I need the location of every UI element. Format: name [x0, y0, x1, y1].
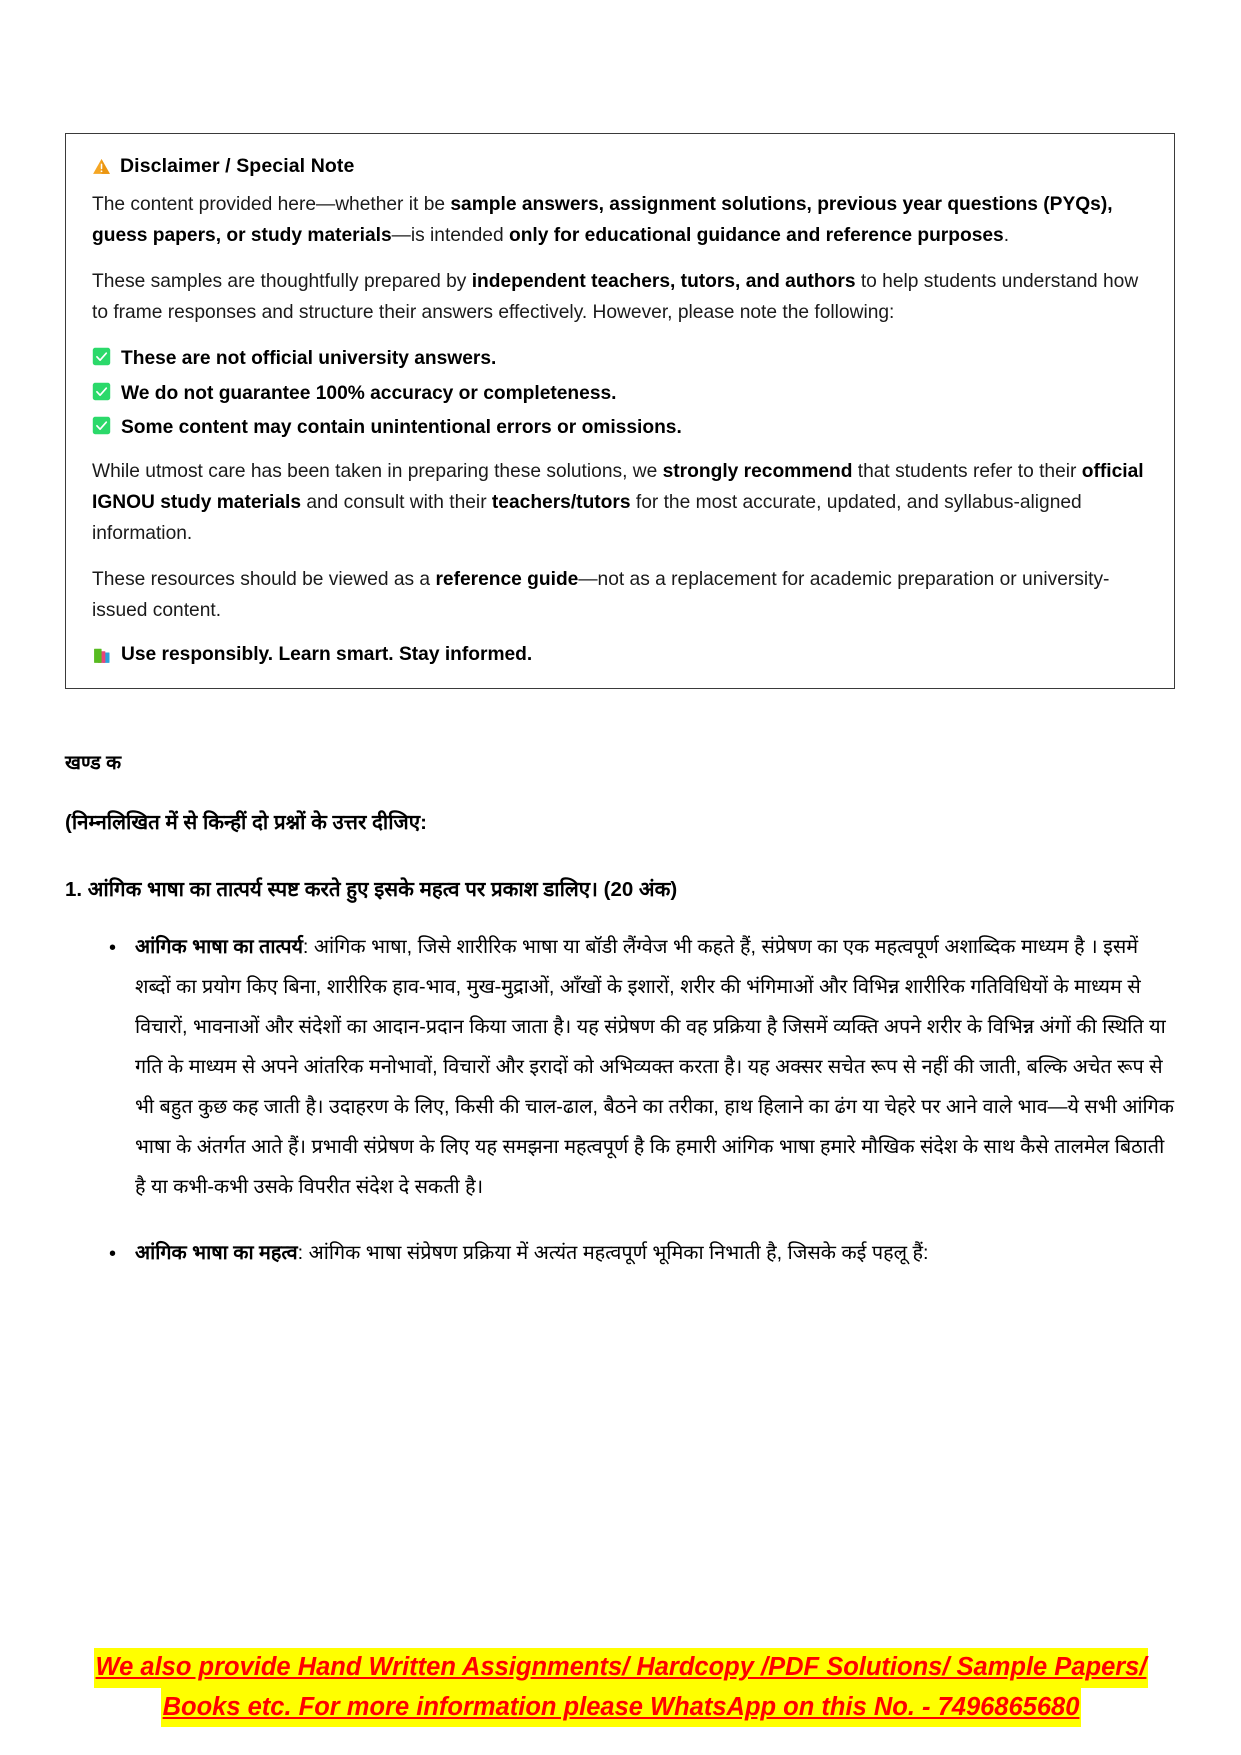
para3-part4: for the most accurate, updated, and syllabus-aligned information.	[92, 492, 1082, 545]
para4-bold1: reference guide	[435, 568, 579, 590]
list-item	[92, 414, 1148, 442]
disclaimer-checklist	[92, 345, 1148, 443]
bullet-0-label: आंगिक भाषा का तात्पर्य	[135, 936, 303, 958]
para1-part1: The content provided here—whether it be	[92, 194, 451, 216]
para1-bold2: only for educational guidance and reference purposes	[508, 225, 1004, 247]
disclaimer-paragraph-3	[92, 456, 1148, 549]
list-item	[92, 380, 1148, 408]
para2-part1: These samples are thoughtfully prepared by	[92, 270, 472, 292]
para3-part2: that students refer to their	[852, 461, 1082, 483]
bullet-1-label: आंगिक भाषा का महत्व	[135, 1241, 298, 1264]
list-item	[65, 928, 1175, 1208]
bullet-1-separator: :	[297, 1241, 309, 1264]
disclaimer-box	[65, 133, 1175, 689]
disclaimer-paragraph-2	[92, 266, 1148, 328]
para3-part1: While utmost care has been taken in preparing these solutions, we	[92, 461, 663, 483]
promo-line-2-wrap	[62, 1688, 1180, 1728]
para2-bold1: independent teachers, tutors, and authors	[471, 270, 856, 292]
para4-part1: These resources should be viewed as a	[92, 568, 436, 590]
disclaimer-title-text: Disclaimer / Special Note	[120, 155, 355, 177]
checklist-text: Some content may contain unintentional errors or omissions.	[121, 417, 682, 439]
question-1-text: 1. आंगिक भाषा का तात्पर्य स्पष्ट करते हुए इसके महत्व पर प्रकाश डालिए। (20 अंक)	[65, 878, 678, 901]
bullet-0-body: आंगिक भाषा, जिसे शारीरिक भाषा या बॉडी लैंग्वेज भी कहते हैं, संप्रेषण का एक महत्वपूर्ण अशाब्दिक माध्यम है । इसमें शब्दों का प्रयोग किए बिना, शारीरिक हाव-भाव, मुख-मुद्राओं, आँखों के इशारों, शरीर की भंगिमाओं और विभिन्न शारीरिक गतिविधियों के माध्यम से विचारों, भावनाओं और संदेशों का आदान-प्रदान किया जाता है। यह संप्रेषण की वह प्रक्रिया है जिसमें व्यक्ति अपने शरीर के विभिन्न अंगों की स्थिति या गति के माध्यम से अपने आंतरिक मनोभावों, विचारों और इरादों को अभिव्यक्त करता है। यह अक्सर सचेत रूप से नहीं की जाती, बल्कि अचेत रूप से भी बहुत कुछ कह जाती है। उदाहरण के लिए, किसी की चाल-ढाल, बैठने का तरीका, हाथ हिलाने का ढंग या चेहरे पर आने वाले भाव—ये सभी आंगिक भाषा के अंतर्गत आते हैं। प्रभावी संप्रेषण के लिए यह समझना महत्वपूर्ण है कि हमारी आंगिक भाषा हमारे मौखिक संदेश के साथ कैसे तालमेल बिठाती है या कभी-कभी उसके विपरीत संदेश दे सकती है।	[135, 936, 1174, 1198]
disclaimer-paragraph-1	[92, 189, 1148, 251]
para3-bold1: strongly recommend	[662, 461, 853, 483]
list-item	[92, 345, 1148, 373]
para1-bold1: sample answers, assignment solutions, previous year questions (PYQs), guess papers, or study materials	[92, 194, 1113, 247]
disclaimer-final-note	[92, 644, 1148, 666]
promo-line-1-wrap	[62, 1648, 1180, 1688]
para3-bold3: teachers/tutors	[491, 492, 631, 514]
check-box-icon	[92, 347, 111, 366]
promo-footer-banner	[62, 1648, 1180, 1727]
para3-bold2: official IGNOU study materials	[92, 461, 1144, 514]
para3-part3: and consult with their	[301, 492, 492, 514]
para1-part2: —is intended	[391, 225, 509, 247]
bullet-1-body: आंगिक भाषा संप्रेषण प्रक्रिया में अत्यंत महत्वपूर्ण भूमिका निभाती है, जिसके कई पहलू हैं:	[308, 1241, 929, 1264]
disclaimer-title-row	[92, 154, 1148, 179]
para4-part2: —not as a replacement for academic preparation or university-issued content.	[92, 568, 1110, 621]
instruction-line: (निम्नलिखित में से किन्हीं दो प्रश्नों के उत्तर दीजिए:	[65, 811, 427, 834]
check-box-icon	[92, 416, 111, 435]
checklist-text: We do not guarantee 100% accuracy or completeness.	[121, 382, 617, 404]
final-note-text: Use responsibly. Learn smart. Stay informed.	[121, 643, 533, 665]
section-heading: खण्ड क	[65, 752, 122, 774]
list-item	[65, 1234, 1175, 1274]
bullet-0-separator: :	[302, 936, 314, 958]
books-icon	[92, 645, 112, 665]
promo-line-1: We also provide Hand Written Assignments/ Hardcopy /PDF Solutions/ Sample Papers/	[94, 1648, 1149, 1688]
checklist-text: These are not official university answers.	[121, 347, 497, 369]
promo-line-2: Books etc. For more information please WhatsApp on this No. - 7496865680	[161, 1688, 1082, 1728]
para2-part2: to help students understand how to frame responses and structure their answers effectively. However, please note the following:	[92, 270, 1139, 323]
para1-part3: .	[1003, 225, 1010, 247]
answer-bullet-list	[65, 928, 1175, 1300]
check-box-icon	[92, 382, 111, 401]
disclaimer-paragraph-4	[92, 564, 1148, 626]
warning-triangle-icon	[92, 157, 111, 176]
